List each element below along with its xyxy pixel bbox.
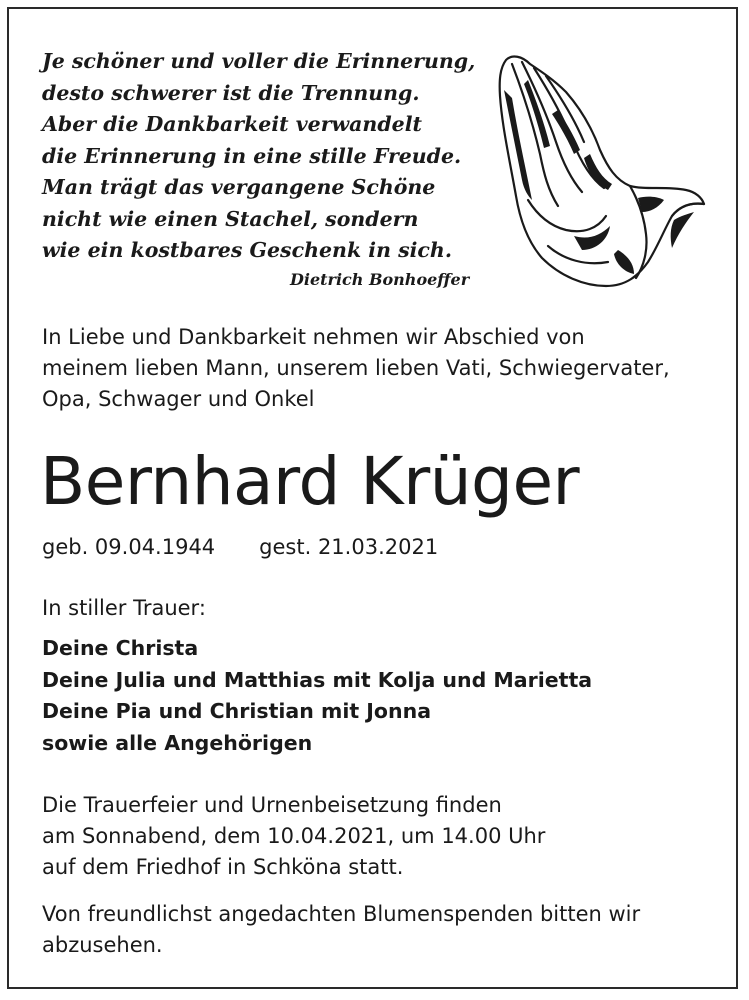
quote-line: desto schwerer ist die Trennung. (42, 80, 420, 105)
birth-date: geb. 09.04.1944 (42, 535, 216, 559)
mourners-list (42, 633, 592, 759)
funeral-line: auf dem Friedhof in Schköna statt. (42, 855, 404, 879)
farewell-intro (42, 322, 670, 415)
quote-line: wie ein kostbares Geschenk in sich. (42, 238, 452, 262)
quote-author: Dietrich Bonhoeffer (290, 270, 470, 289)
quote-line: die Erinnerung in eine stille Freude. (42, 143, 462, 168)
flowers-line: abzusehen. (42, 933, 163, 957)
mourner-entry: Deine Pia und Christian mit Jonna (42, 699, 432, 723)
praying-hands-icon (488, 50, 710, 290)
intro-line: In Liebe und Dankbarkeit nehmen wir Abschied von (42, 325, 585, 349)
intro-line: meinem lieben Mann, unserem lieben Vati, Schwiegervater, (42, 356, 670, 380)
funeral-line: Die Trauerfeier und Urnenbeisetzung finden (42, 793, 502, 817)
mourner-entry: Deine Julia und Matthias mit Kolja und Marietta (42, 667, 593, 692)
funeral-notice (42, 790, 545, 883)
intro-line: Opa, Schwager und Onkel (42, 387, 315, 411)
quote-line: nicht wie einen Stachel, sondern (42, 206, 419, 231)
funeral-line: am Sonnabend, dem 10.04.2021, um 14.00 Uhr (42, 824, 546, 848)
flowers-line: Von freundlichst angedachten Blumenspenden bitten wir (42, 902, 641, 926)
flowers-note (42, 899, 640, 961)
quote-line: Aber die Dankbarkeit verwandelt (42, 112, 422, 136)
life-dates (42, 535, 438, 559)
quote-line: Man trägt das vergangene Schöne (42, 175, 436, 199)
mourner-entry: Deine Christa (42, 636, 199, 660)
death-date: gest. 21.03.2021 (259, 535, 439, 559)
quote-line: Je schöner und voller die Erinnerung, (42, 49, 476, 73)
mourning-heading: In stiller Trauer: (42, 596, 206, 620)
bonhoeffer-quote (42, 46, 475, 267)
mourner-entry: sowie alle Angehörigen (42, 730, 313, 755)
deceased-name: Bernhard Krüger (40, 443, 580, 520)
